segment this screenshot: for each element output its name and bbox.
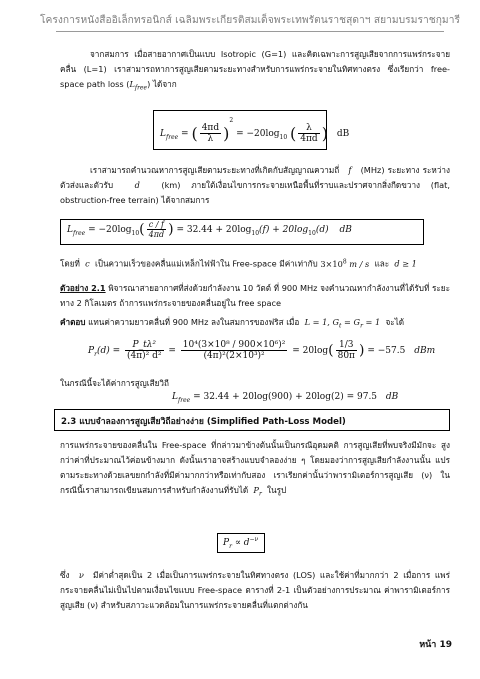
eq4-rhs: = 32.44 + 20log(900) + 20log(2) = 97.5 (193, 392, 378, 402)
var-d: d (134, 180, 140, 190)
para5-line1: การแพร่กระจายของคลื่นใน Free-space ที่กล่าวมาข้างต้นนั้นเป็นกรณีอุดมคติ การสูญเสียที่พบจริงมีมักจะ (60, 440, 437, 450)
section-heading-box (54, 409, 450, 431)
lfree-symbol: $L_{free}$ (129, 79, 148, 92)
example-text2: ระยะทาง 2 กิโลเมตร ถ้าการแพร่กระจายของคลื่นอยู่ใน free space (60, 283, 450, 308)
para2-line2-pre: ระหว่างตัวส่งและตัวรับ (60, 165, 451, 190)
para3-and: และ (374, 258, 390, 269)
paragraph-pathloss-result: ในกรณีนี้จะได้ค่าการสูญเสียวิถี (60, 378, 169, 388)
eq3-mid: = 20log (292, 346, 329, 356)
eq2-rest3: (d) (315, 225, 329, 235)
var-nu: ν (78, 570, 84, 580)
para1-line3-post: ) ได้จาก (147, 79, 177, 89)
eq1-mid: = $-20\log_{10}$ (236, 129, 288, 141)
para1-line3-pre: space path loss ( (60, 79, 130, 89)
eq1-lhs: $L_{free}$ (160, 129, 179, 141)
para5-line4-post: ในรูป (267, 485, 287, 495)
paragraph-distance (60, 163, 450, 208)
para3-cond: d ≥ 1 (394, 258, 417, 269)
var-f: f (348, 165, 352, 175)
equation-received-power: $P_r(d)$ = $\frac{\text{P\_tλ²}}{\text{(4π)² d²}}$ = $\frac{\text{10⁴(3×10⁸ / 900×10⁶)²}}{\text{(4π)²(2×10³)²}}$ = 20log( $\frac{1/3}{80\pi}$ ) = −57.5 dBm (88, 340, 436, 361)
equation-pathloss-value: $L_{free} = 32.44 + 20\log(900) + 20\log(2) = 97.5$ dB (172, 392, 399, 404)
eq3-result: = −57.5 (367, 346, 406, 356)
paragraph-constants (60, 254, 450, 272)
para1-line1: จากสมการ เมื่อสายอากาศเป็นแบบ Isotropic (G=1) และคิดเฉพาะการสูญเสียจากการแพร่กระจาย (90, 49, 450, 59)
para5-line2: สูงกว่าค่าที่ประมาณไว้ค่อนข้างมาก ดังนั้นเราอาจสร้างแบบจำลองง่าย ๆ โดยมองว่าการสูญเสียกำลังงานนั้น (60, 440, 450, 465)
para1-line2: คลื่น (L=1) เราสามารถหาการสูญเสียตามระยะทางสำหรับการแพร่กระจายในทิศทางตรง ซึ่งเรียกว่า free- (60, 64, 450, 74)
eq1-fraction: $\frac{4\pi d}{\lambda}$ (201, 123, 220, 144)
eq3-frac3: $\frac{1/3}{80\pi}$ (337, 340, 355, 361)
answer-text: แทนค่าความยาวคลื่นที่ 900 MHz ลงในสมการของฟริส เมื่อ (85, 317, 300, 327)
para6-line2: แพร่กระจายคลื่นไม่เป็นไปตามเงื่อนไขแบบ Free-space ตารางที่ 2-1 เป็นตัวอย่างการประมาณ (60, 570, 450, 595)
eq3-frac1: $\frac{\text{P\_tλ²}}{\text{(4π)² d²}}$ (127, 340, 162, 361)
eq2-lhs: $L_{free}$ (67, 225, 86, 237)
eq1-unit: dB (336, 129, 350, 139)
eq3-lhs: $P_r(d)$ = (88, 346, 121, 358)
answer-tail: จะได้ (385, 317, 405, 327)
para6-line1: มีค่าต่ำสุดเป็น 2 เมื่อเป็นการแพร่กระจายในทิศทางตรง (LOS) และใช้ค่าที่มากกว่า 2 เมื่อการ (93, 570, 431, 580)
eq2-fraction: $\frac{c / f}{4\pi d}$ (148, 220, 165, 239)
header-title: โครงการหนังสืออิเล็กทรอนิกส์ เฉลิมพระเกียรติสมเด็จพระเทพรัตนราชสุดาฯ สยามบรมราชกุมารี (40, 15, 460, 26)
para2-line2-post: (km) ภายใต้เงื่อนไขการกระจายเหนือพื้นที่ราบและปราศจากสิ่งกีดขวาง (flat, (161, 180, 450, 190)
eq4-unit: dB (385, 392, 399, 402)
para6-pre: ซึ่ง (60, 570, 70, 580)
eq2-rest2: (f) + 20log (259, 225, 309, 235)
eq3-frac2: $\frac{\text{10⁴(3×10⁸ / 900×10⁶)²}}{\text{(4π)²(2×10³)²}}$ (182, 340, 286, 361)
speed-of-light: $3\times 10^8$ m / s (320, 258, 370, 269)
para2-line1-post: (MHz) ระยะทาง (360, 165, 420, 175)
eq1-fraction2: $\frac{\lambda}{4\pi d}$ (300, 123, 318, 144)
page-number: หน้า 19 (419, 640, 452, 650)
paragraph-simplified-model (60, 438, 450, 502)
eq3-unit: dBm (414, 346, 436, 356)
para3-pre: โดยที่ (60, 258, 80, 269)
var-pr: $P_r$ (253, 485, 262, 498)
example-2-1 (60, 281, 450, 311)
equation-proportional: $P_r \propto d^{-\nu}$ (217, 533, 265, 553)
para6-line3: ค่าพารามิเตอร์การสูญเสีย (ν) สำหรับสภาวะแวดล้อมในการแพร่กระจายคลื่นที่แตกต่างกัน (60, 585, 450, 610)
equation-free-space-path-loss: $L_{free}$ = ( $\frac{4\pi d}{\lambda}$ )$^2 = -20\log_{10}$ ( $\frac{\lambda}{4\pi d}$ ) dB (153, 110, 327, 150)
para2-line1-pre: เราสามารถคำนวณหาการสูญเสียตามระยะทางที่เกิดกับสัญญาณความถี่ (90, 165, 340, 175)
answer-line (60, 315, 450, 334)
equation-path-loss-mhz-km: $L_{free} = -20\log_{10}$( $\frac{c / f}{4\pi d}$ ) = $32.44 + 20\log_{10}(f) + 20\log_{10}(d)$ dB (60, 219, 424, 245)
eq2-unit: dB (339, 225, 352, 235)
para5-line3: แปรตามระยะทางด้วยเลขยกกำลังที่มีค่ามากกว่าหรือเท่ากับสอง เราเรียกค่านั้นว่าพารามิเตอร์การสูญเสีย (60, 455, 450, 480)
paragraph-intro (60, 47, 450, 96)
para3-mid: เป็นความเร็วของคลื่นแม่เหล็กไฟฟ้าใน Free-space มีค่าเท่ากับ (94, 258, 318, 269)
var-c: c (85, 258, 90, 269)
eq5-op: ∝ d (234, 538, 250, 548)
section-heading: 2.3 แบบจำลองการสูญเสียวิถีอย่างง่าย (Simplified Path-Loss Model) (61, 417, 346, 427)
paragraph-loss-exponent (60, 568, 450, 613)
answer-label: คำตอบ (60, 317, 86, 327)
para2-line3: obstruction-free terrain) ได้จากสมการ (60, 195, 210, 205)
example-label: ตัวอย่าง 2.1 (60, 283, 106, 293)
eq2-rest1: = 32.44 + 20log (176, 225, 252, 235)
example-text1: พิจารณาสายอากาศที่ส่งด้วยกำลังงาน 10 วัตต์ ที่ 900 MHz จงคำนวณหากำลังงานที่ได้รับที่ (105, 283, 430, 293)
header-divider (56, 31, 444, 32)
para5-line4-pre: (ν) ในกรณีนี้เราสามารถเขียนสมการสำหรับกำลังงานที่รับได้ (60, 470, 450, 495)
answer-conditions: L = 1, $G_t = G_r = 1$ (304, 317, 381, 330)
eq2-part1: = −20log (88, 225, 132, 235)
